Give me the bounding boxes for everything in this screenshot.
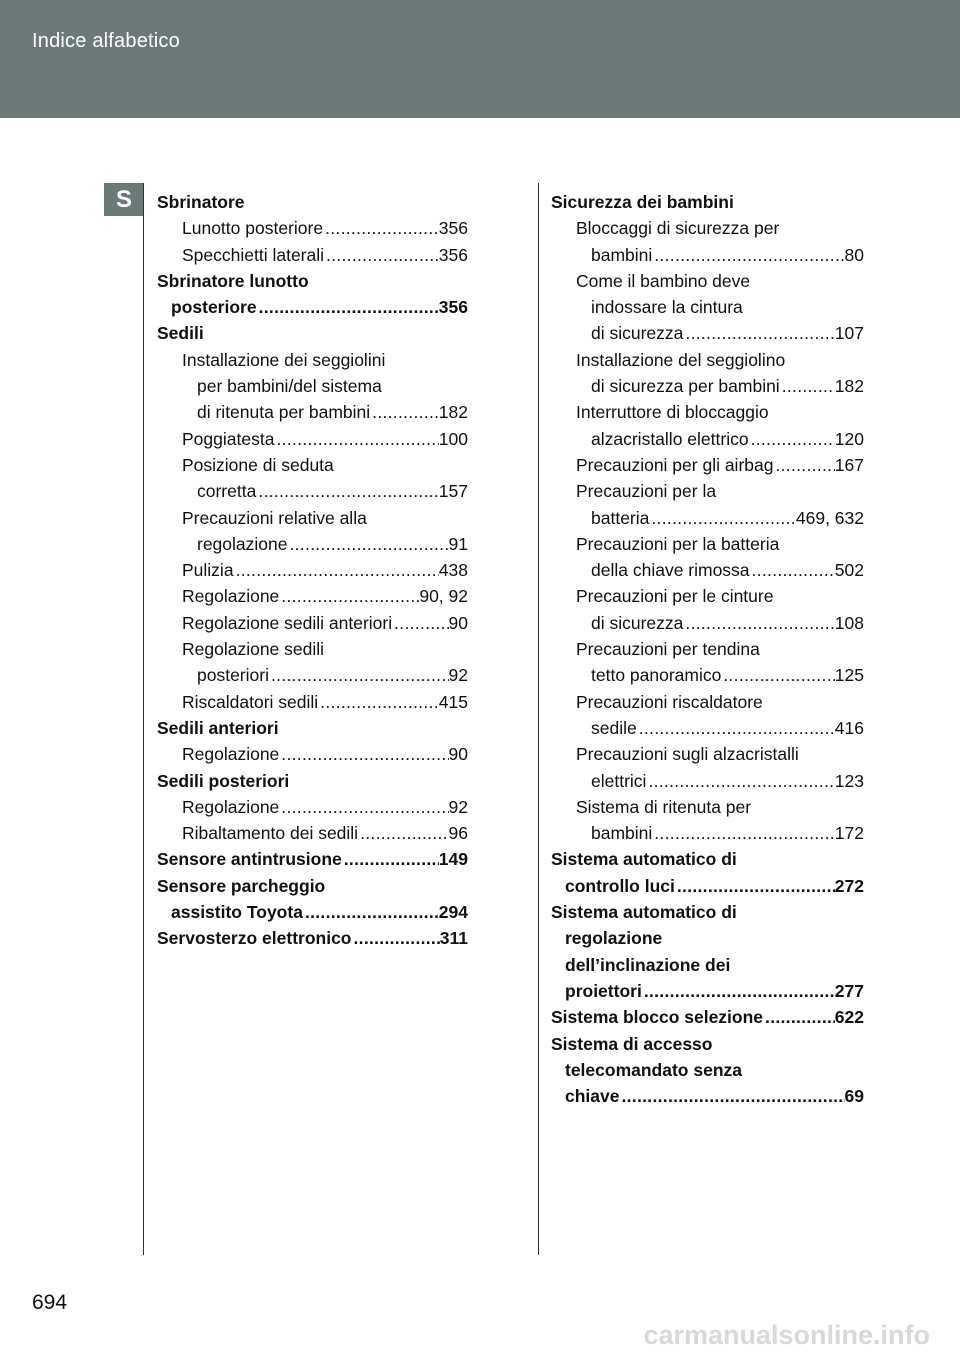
index-entry <box>551 505 864 531</box>
index-entry-page: 125 <box>834 665 864 686</box>
index-entry-text: di sicurezza <box>591 323 684 344</box>
dot-leader <box>279 794 448 820</box>
dot-leader <box>683 610 834 636</box>
dot-leader <box>303 899 439 925</box>
index-entry-text: della chiave rimossa <box>591 560 750 581</box>
index-entry-text: Sedili anteriori <box>157 717 279 738</box>
index-entry-page: 469, 632 <box>795 507 864 528</box>
index-entry-page: 120 <box>834 428 864 449</box>
index-entry-text: Sedili posteriori <box>157 770 290 791</box>
index-entry-text: Sensore parcheggio <box>157 875 326 896</box>
index-entry <box>157 768 468 794</box>
index-entry-text: Regolazione <box>182 796 280 817</box>
index-entry <box>157 820 468 846</box>
index-entry <box>157 899 468 925</box>
index-entry-text: Precauzioni riscaldatore <box>576 691 763 712</box>
index-entry-page: 108 <box>834 612 864 633</box>
dot-leader <box>318 689 439 715</box>
index-entry <box>551 242 864 268</box>
index-entry <box>551 1031 864 1057</box>
dot-leader <box>287 531 448 557</box>
index-entry-text: batteria <box>591 507 650 528</box>
dot-leader <box>323 215 439 241</box>
index-entry-text: Regolazione <box>182 744 280 765</box>
index-entry <box>551 873 864 899</box>
dot-leader <box>773 452 834 478</box>
index-entry-text: Precauzioni per la batteria <box>576 533 780 554</box>
index-column-left <box>157 189 468 952</box>
index-entry <box>551 846 864 872</box>
index-entry <box>551 925 864 951</box>
index-entry-page: 69 <box>844 1086 864 1107</box>
index-entry-text: di sicurezza <box>591 612 684 633</box>
index-entry-page: 92 <box>448 796 468 817</box>
index-entry-text: Precauzioni sugli alzacristalli <box>576 744 799 765</box>
index-entry-text: Posizione di seduta <box>182 454 334 475</box>
index-entry <box>551 978 864 1004</box>
index-column-right <box>551 189 864 1109</box>
index-entry <box>157 794 468 820</box>
index-entry <box>551 899 864 925</box>
index-entry <box>157 610 468 636</box>
index-entry <box>157 426 468 452</box>
dot-leader <box>637 715 835 741</box>
index-entry-text: Regolazione sedili <box>182 639 325 660</box>
index-entry-text: elettrici <box>591 770 647 791</box>
index-entry-text: Regolazione sedili anteriori <box>182 612 393 633</box>
index-entry-text: Precauzioni per tendina <box>576 639 760 660</box>
index-entry-text: indossare la cintura <box>591 297 743 318</box>
dot-leader <box>257 294 439 320</box>
index-entry-text: Sistema automatico di <box>551 902 737 923</box>
index-entry-text: dell’inclinazione dei <box>565 954 731 975</box>
index-entry-text: posteriore <box>171 297 257 318</box>
index-entry-page: 172 <box>834 823 864 844</box>
index-entry-text: Servosterzo elettronico <box>157 928 352 949</box>
index-entry <box>157 268 468 294</box>
index-entry <box>157 399 468 425</box>
index-entry <box>551 662 864 688</box>
index-entry-text: tetto panoramico <box>591 665 722 686</box>
index-entry <box>551 610 864 636</box>
index-entry-page: 272 <box>834 875 864 896</box>
index-entry-text: sedile <box>591 717 637 738</box>
index-entry <box>551 294 864 320</box>
index-entry-text: Sistema automatico di <box>551 849 737 870</box>
index-entry <box>551 794 864 820</box>
index-entry <box>157 294 468 320</box>
index-entry-text: bambini <box>591 823 653 844</box>
index-entry <box>157 452 468 478</box>
index-entry-text: Installazione dei seggiolini <box>182 349 386 370</box>
dot-leader <box>256 478 438 504</box>
dot-leader <box>780 373 835 399</box>
index-entry <box>551 1057 864 1083</box>
index-entry <box>551 347 864 373</box>
index-entry-page: 294 <box>438 902 468 923</box>
index-entry-text: Lunotto posteriore <box>182 218 324 239</box>
index-entry-page: 96 <box>448 823 468 844</box>
index-entry <box>157 215 468 241</box>
dot-leader <box>763 1004 835 1030</box>
index-entry <box>551 399 864 425</box>
index-entry-page: 356 <box>438 297 468 318</box>
dot-leader <box>269 662 449 688</box>
index-entry-page: 91 <box>448 533 468 554</box>
dot-leader <box>324 242 439 268</box>
dot-leader <box>392 610 448 636</box>
index-entry-page: 167 <box>834 454 864 475</box>
index-entry <box>157 242 468 268</box>
index-entry <box>551 768 864 794</box>
index-entry-page: 149 <box>438 849 468 870</box>
index-entry-page: 311 <box>439 928 468 949</box>
dot-leader <box>642 978 835 1004</box>
index-entry <box>157 873 468 899</box>
page-header <box>0 0 960 118</box>
index-entry-text: Sistema di accesso <box>551 1033 713 1054</box>
dot-leader <box>342 846 439 872</box>
index-entry <box>157 583 468 609</box>
index-entry-page: 80 <box>844 244 864 265</box>
index-entry <box>551 320 864 346</box>
page-number: 694 <box>32 1291 68 1314</box>
dot-leader <box>721 662 834 688</box>
index-entry-text: Sicurezza dei bambini <box>551 192 734 212</box>
dot-leader <box>352 925 440 951</box>
index-entry-text: Sensore antintrusione <box>157 849 342 870</box>
index-entry <box>551 1083 864 1109</box>
section-letter-tab: S <box>104 183 144 216</box>
index-entry-page: 123 <box>834 770 864 791</box>
index-entry-page: 415 <box>438 691 468 712</box>
index-entry <box>157 925 468 951</box>
index-entry-text: Riscaldatori sedili <box>182 691 319 712</box>
index-entry <box>551 426 864 452</box>
index-entry-page: 182 <box>834 376 864 397</box>
index-entry-text: regolazione <box>197 533 288 554</box>
dot-leader <box>675 873 835 899</box>
dot-leader <box>683 320 834 346</box>
index-entry <box>157 320 468 346</box>
index-entry-page: 90, 92 <box>419 586 468 607</box>
index-entry <box>157 846 468 872</box>
index-entry-text: di sicurezza per bambini <box>591 376 780 397</box>
index-entry-text: Pulizia <box>182 560 234 581</box>
index-entry <box>551 1004 864 1030</box>
index-entry-text: corretta <box>197 481 257 502</box>
index-entry-text: regolazione <box>565 928 663 949</box>
dot-leader <box>279 583 419 609</box>
index-entry <box>551 557 864 583</box>
index-entry-text: per bambini/del sistema <box>197 376 382 397</box>
index-entry-text: Installazione del seggiolino <box>576 349 786 370</box>
index-entry <box>157 741 468 767</box>
index-entry-text: controllo luci <box>565 875 675 896</box>
dot-leader <box>646 768 834 794</box>
index-entry-page: 356 <box>438 218 468 239</box>
index-entry <box>551 268 864 294</box>
index-entry-text: Regolazione <box>182 586 280 607</box>
index-entry <box>551 689 864 715</box>
index-entry-page: 92 <box>448 665 468 686</box>
index-entry-page: 90 <box>448 744 468 765</box>
index-entry <box>551 215 864 241</box>
index-entry-text: posteriori <box>197 665 269 686</box>
dot-leader <box>649 505 796 531</box>
dot-leader <box>652 820 835 846</box>
index-entry-page: 277 <box>834 980 864 1001</box>
index-entry-text: Sistema blocco selezione <box>551 1007 764 1028</box>
index-entry-text: telecomandato senza <box>565 1059 742 1080</box>
index-entry <box>551 820 864 846</box>
dot-leader <box>234 557 439 583</box>
dot-leader <box>274 426 438 452</box>
dot-leader <box>370 399 439 425</box>
index-entry-page: 502 <box>834 560 864 581</box>
index-entry <box>551 715 864 741</box>
index-entry-text: Precauzioni relative alla <box>182 507 367 528</box>
index-entry-page: 157 <box>438 481 468 502</box>
index-entry <box>157 636 468 662</box>
index-entry <box>157 189 468 215</box>
left-column-rule <box>143 183 144 1255</box>
index-entry <box>157 505 468 531</box>
index-entry-text: chiave <box>565 1086 620 1107</box>
index-entry <box>157 557 468 583</box>
index-entry-text: Interruttore di bloccaggio <box>576 402 769 423</box>
watermark: carmanualsonline.info <box>643 1320 930 1350</box>
index-entry-text: di ritenuta per bambini <box>197 402 371 423</box>
index-entry <box>551 189 864 215</box>
index-entry-text: Specchietti laterali <box>182 244 325 265</box>
dot-leader <box>749 426 835 452</box>
index-entry <box>551 478 864 504</box>
dot-leader <box>619 1083 844 1109</box>
index-entry-text: Come il bambino deve <box>576 270 751 291</box>
index-entry-text: Poggiatesta <box>182 428 275 449</box>
index-entry-page: 182 <box>438 402 468 423</box>
index-entry-page: 622 <box>834 1007 864 1028</box>
index-entry <box>157 689 468 715</box>
index-entry-page: 356 <box>438 244 468 265</box>
index-entry-page: 100 <box>438 428 468 449</box>
index-entry <box>551 741 864 767</box>
index-entry-text: assistito Toyota <box>171 902 303 923</box>
index-entry-page: 90 <box>448 612 468 633</box>
index-entry-text: Precauzioni per le cinture <box>576 586 774 607</box>
index-entry <box>157 373 468 399</box>
index-entry-page: 107 <box>834 323 864 344</box>
index-entry <box>157 662 468 688</box>
index-entry <box>157 531 468 557</box>
index-entry <box>157 347 468 373</box>
index-entry-text: Sbrinatore lunotto <box>157 270 309 291</box>
index-entry-text: Ribaltamento dei sedili <box>182 823 359 844</box>
dot-leader <box>358 820 448 846</box>
index-entry-text: bambini <box>591 244 653 265</box>
index-entry-text: Bloccaggi di sicurezza per <box>576 218 780 239</box>
dot-leader <box>750 557 835 583</box>
index-entry-text: proiettori <box>565 980 642 1001</box>
index-entry-text: alzacristallo elettrico <box>591 428 749 449</box>
index-entry <box>157 715 468 741</box>
index-entry <box>551 583 864 609</box>
index-entry-text: Sbrinatore <box>157 192 245 212</box>
index-entry-page: 416 <box>834 717 864 738</box>
index-entry-page: 438 <box>438 560 468 581</box>
index-entry <box>551 452 864 478</box>
dot-leader <box>652 242 844 268</box>
dot-leader <box>279 741 448 767</box>
middle-column-rule <box>538 183 539 1255</box>
index-entry <box>551 373 864 399</box>
index-entry <box>157 478 468 504</box>
index-entry-text: Sistema di ritenuta per <box>576 796 752 817</box>
index-entry-text: Precauzioni per gli airbag <box>576 454 774 475</box>
index-entry-text: Sedili <box>157 323 204 344</box>
index-entry-text: Precauzioni per la <box>576 481 717 502</box>
index-entry <box>551 636 864 662</box>
index-entry <box>551 531 864 557</box>
header-title: Indice alfabetico <box>32 30 180 52</box>
index-entry <box>551 952 864 978</box>
